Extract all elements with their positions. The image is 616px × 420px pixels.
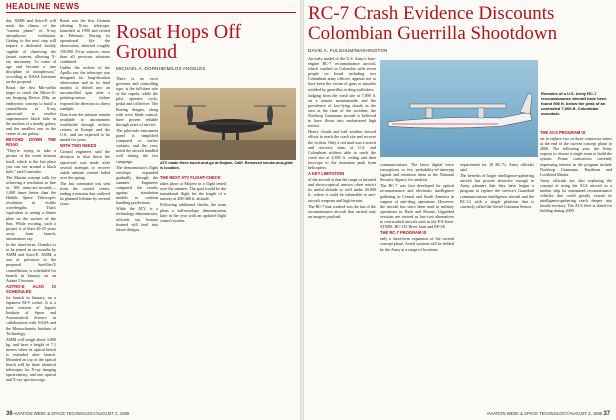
article-byline: DAVID A. FULGHUM/WASHINGTON xyxy=(308,48,388,53)
paragraph: Rosat was the first German orbiting X-ray telescope, launched in 1990 and retired in February. During its operational life the observatory detected roughly 150,000 X-ray sources, more than all previous missions combined. xyxy=(60,18,110,64)
page-footer xyxy=(6,411,129,417)
article-column-4 xyxy=(540,130,612,410)
paragraph: The RC-7 that crashed was the last of the reconnaissance aircraft that carried only an imagery payload. xyxy=(308,203,376,219)
paragraph: An early model of the U.S. Army's four-engine RC-7 reconnaissance aircraft, which crashed in Colombia with seven people on board including two Colombian army officers, appears not to have been the victim of guns or missiles wielded by guerrillas or drug traffickers. xyxy=(308,56,376,92)
paragraph: There is no error governor and controlling type, is the full-time role of the cupola, while the pilot operates cycle, pedal and collective. The Boeing designs, along with rotor blade control, have proven reliable through years of service. xyxy=(116,76,158,127)
section-rule xyxy=(6,12,296,13)
paragraph: Data from the mission remain available to astronomers worldwide through archive centers in Europe and the U.S., and are expected to be mined for years. xyxy=(60,111,110,143)
paragraph: In the short-term, Chandra is to be joined in six months by XMM and Astro-E. XMM, a son of precursor to the proposed Satellite-X constellation, is scheduled for launch in January on an Ariane 5 booster. xyxy=(6,242,56,283)
right-page xyxy=(304,0,616,420)
subhead: BEYOND DOWN THE ROAD xyxy=(6,137,56,148)
paragraph: for launch in January, on a Japanese M-V rocket. It is a joint mission of Japan's Institute of Space and Astronautical Science in collaboration with NASA and the Massachusetts Institute of Technology. xyxy=(6,294,56,336)
paragraph: of the aircraft is that the range of infrared and electro-optical sensors often restrict its useful altitude to well under 20,000 ft., where it could be vulnerable to anti-aircraft weapons and high terrain. xyxy=(308,177,376,203)
paragraph: The benefits of larger intelligence-gathering aircraft has proven attractive enough to Army planners that they have begun a program to replace the service's Guardrail communications intelligence aircraft and the RC-12 with a single platform that is currently called the Aerial Common Sensor. xyxy=(460,173,534,209)
article-column-1 xyxy=(6,18,56,410)
paragraph: The last command was sent from the control center, ending a mission that outlived its planned lifetime by several years. xyxy=(60,180,110,207)
paragraph: Following additional checks, the team plans a full-envelope demonstration later in the year with an updated flight control system. xyxy=(160,202,226,223)
subhead: THE RC-7 PROGRAM IS xyxy=(380,230,427,236)
page-number: 36 xyxy=(6,411,13,417)
paragraph: The Maxim concept calls for achieving a resolution as fine as 100 nano-arc-seconds—1,000 times better than the Hubble Space Telescope's resolution in visible wavelengths. That's equivalent to seeing a dinner plate on the surface of the Sun. While exciting, such a project is at least 20-25 years away from launch, astronomers say. xyxy=(6,174,56,241)
paragraph: XMM will weigh about 3,800 kg. and have a height of 7.1 meters when its optical bench is extended after launch. Mounted on top of the optical bench will be three identical telescopes for X-ray imaging spectrometry, and one optical and X-ray spectroscopy. xyxy=(6,336,56,383)
aircraft-photo xyxy=(380,60,538,157)
publication-line: AVIATION WEEK & SPACE TECHNOLOGY/AUGUST 2, 1999 xyxy=(13,411,130,416)
subhead: THE NEXT ATV FLIGHT-CHECK xyxy=(160,175,221,180)
article-byline: MICHAEL A. DORNHEIM/LOS ANGELES xyxy=(116,66,206,71)
article-column-3 xyxy=(460,162,534,410)
page-number: 37 xyxy=(603,411,610,417)
paragraph: The demonstrator's flight envelope expanded gradually through the summer. Engineers compared the results against simulation models to confirm handling predictions. xyxy=(116,164,158,206)
paragraph: "They're trying to take a picture of the event horizon itself, which is the last place you can see around a black hole," said Cominsky. xyxy=(6,148,56,174)
tiltrotor-aircraft-icon xyxy=(160,88,296,160)
paragraph: Ground engineers said the decision to shut down the spacecraft was made after several attempts to recover stable attitude control failed over the spring. xyxy=(60,149,110,180)
paragraph: communications. The latest digital voice encryptions or few probability-of-intercept signals and retention them to the National Security Agency for analysis. xyxy=(380,162,454,183)
paragraph: Army officials are also exploring the concept of using the ACS aircraft as a mother ship for unmanned reconnaissance vehicles that could greatly extend its intelligence-gathering reach deeper into hostile territory. The ACS fleet is slated for fielding during 2009. xyxy=(540,177,612,214)
publication-line: AVIATION WEEK & SPACE TECHNOLOGY/AUGUST 2, 1999 xyxy=(486,411,603,416)
paragraph: Rosat: the first Mir-stellar target to reach the Micro-X-ray Imaging Device (Mir, an embryonic concept to build a constellation of X-ray spacecraft to resolve supermassive black hole in the nucleus of a nearby galaxy and the smallest one in the center of our galaxy. xyxy=(6,85,56,137)
subhead: ASTRO-E ALSO IS SCHEDULED xyxy=(6,283,56,294)
subhead: THE ACS PROGRAM IS xyxy=(540,130,586,135)
paragraph: Judging from the crash site at 7,000 ft. on a remote mountainside and the prevalence of low-lying clouds in the area at the time of the accident, the Northrop Grumman aircraft is believed to have flown into unchartered high terrain. xyxy=(308,92,376,129)
paragraph: While the ATV is a technology demonstrator, officials say lessons learned will feed into future designs. xyxy=(116,206,158,232)
paragraph: Heavy clouds and bad weather slowed efforts to reach the crash site and recover the victims. Only a red mud was a search and recovery team of U.S. and Colombian soldiers able to reach the crash site at 2,500 ft. ceiling and then fast-rope to the mountain peak from helicopters. xyxy=(308,129,376,170)
subhead: WITH TWO NEEDS xyxy=(60,143,97,149)
photo-caption: ATV made three touch-and-go at Mojave, Calif. Removed smoke-and-glide is location. xyxy=(160,161,294,170)
aircraft-photo xyxy=(160,88,296,160)
article-column-2 xyxy=(60,18,110,410)
article-column-4 xyxy=(160,175,226,410)
section-label: HEADLINE NEWS xyxy=(6,2,80,11)
paragraph: dra, XMM and Astro-E will mark the climax of the "current phase" of X-ray astrophysics evaluation. Getting to the next step will require a dedicated facility capable of observing the fastest sources, allowing X-ray astronomy "to come of age and become a true discipline of astrophysics," according to NASA literature on the proposal. xyxy=(6,18,56,85)
paragraph: Unlike the rockets of the Apollo era, the telescope was designed for long-duration observation and in its final months it drifted into an uncontrolled spin after a pointing-sensor failure exposed the detectors to direct sunlight. xyxy=(60,64,110,111)
article-column-1 xyxy=(308,56,376,410)
left-page xyxy=(0,0,300,420)
paragraph: requirement for 18 RC-7s, Army officials said. xyxy=(460,162,534,173)
article-column-2 xyxy=(380,162,454,410)
article-column-3 xyxy=(116,76,158,410)
article-headline: Rosat Hops Off Ground xyxy=(116,21,242,63)
paragraph: takes place at Mojave in a flight tested over the summer. The goal would be the transitional flight for the length of a runway at 200-400 ft. altitude. xyxy=(160,181,226,202)
article-headline: RC-7 Crash Evidence Discounts Colombian Guerrilla Shootdown xyxy=(308,3,558,44)
paragraph: only a short-term expansion of the current concept phase. Aerial systems will be fielded by the Army at a range of locations. xyxy=(380,236,454,252)
paragraph: The RC-7 was first developed for optical reconnaissance and electronic intelligence gathering in Central and South America in support of anti-drug operations. However, the aircraft has since been used in military operations in Haiti and Bosnia. Upgraded versions are viewed as low-cost alternatives to overworked aircraft such as the E-8 Joint-STARS, RC-135 Rivet Joint and EP-3E. xyxy=(380,183,454,230)
paragraph: set to replace two or three contractor teams at the end of the current concept phase in 2000. The following year, the Army expects to choose a single team to build the system. Prime contractors currently expressing interest in the program include Northrop Grumman, Raytheon and Lockheed Martin. xyxy=(540,136,612,177)
photo-caption: Remains of a U.S. Army RC-7 reconnaissance aircraft have been found 900 ft. below the peak of an uncharted 7,000-ft. Colombian mountain. xyxy=(541,91,607,116)
page-footer xyxy=(487,411,610,417)
paragraph: The pilot-side instrument panel is simplified compared to earlier variants, and the crew noted the aircraft handled well during the test campaign. xyxy=(116,127,158,164)
subhead: A KEY LIMITATION xyxy=(308,171,345,177)
aircraft-icon xyxy=(380,60,538,157)
